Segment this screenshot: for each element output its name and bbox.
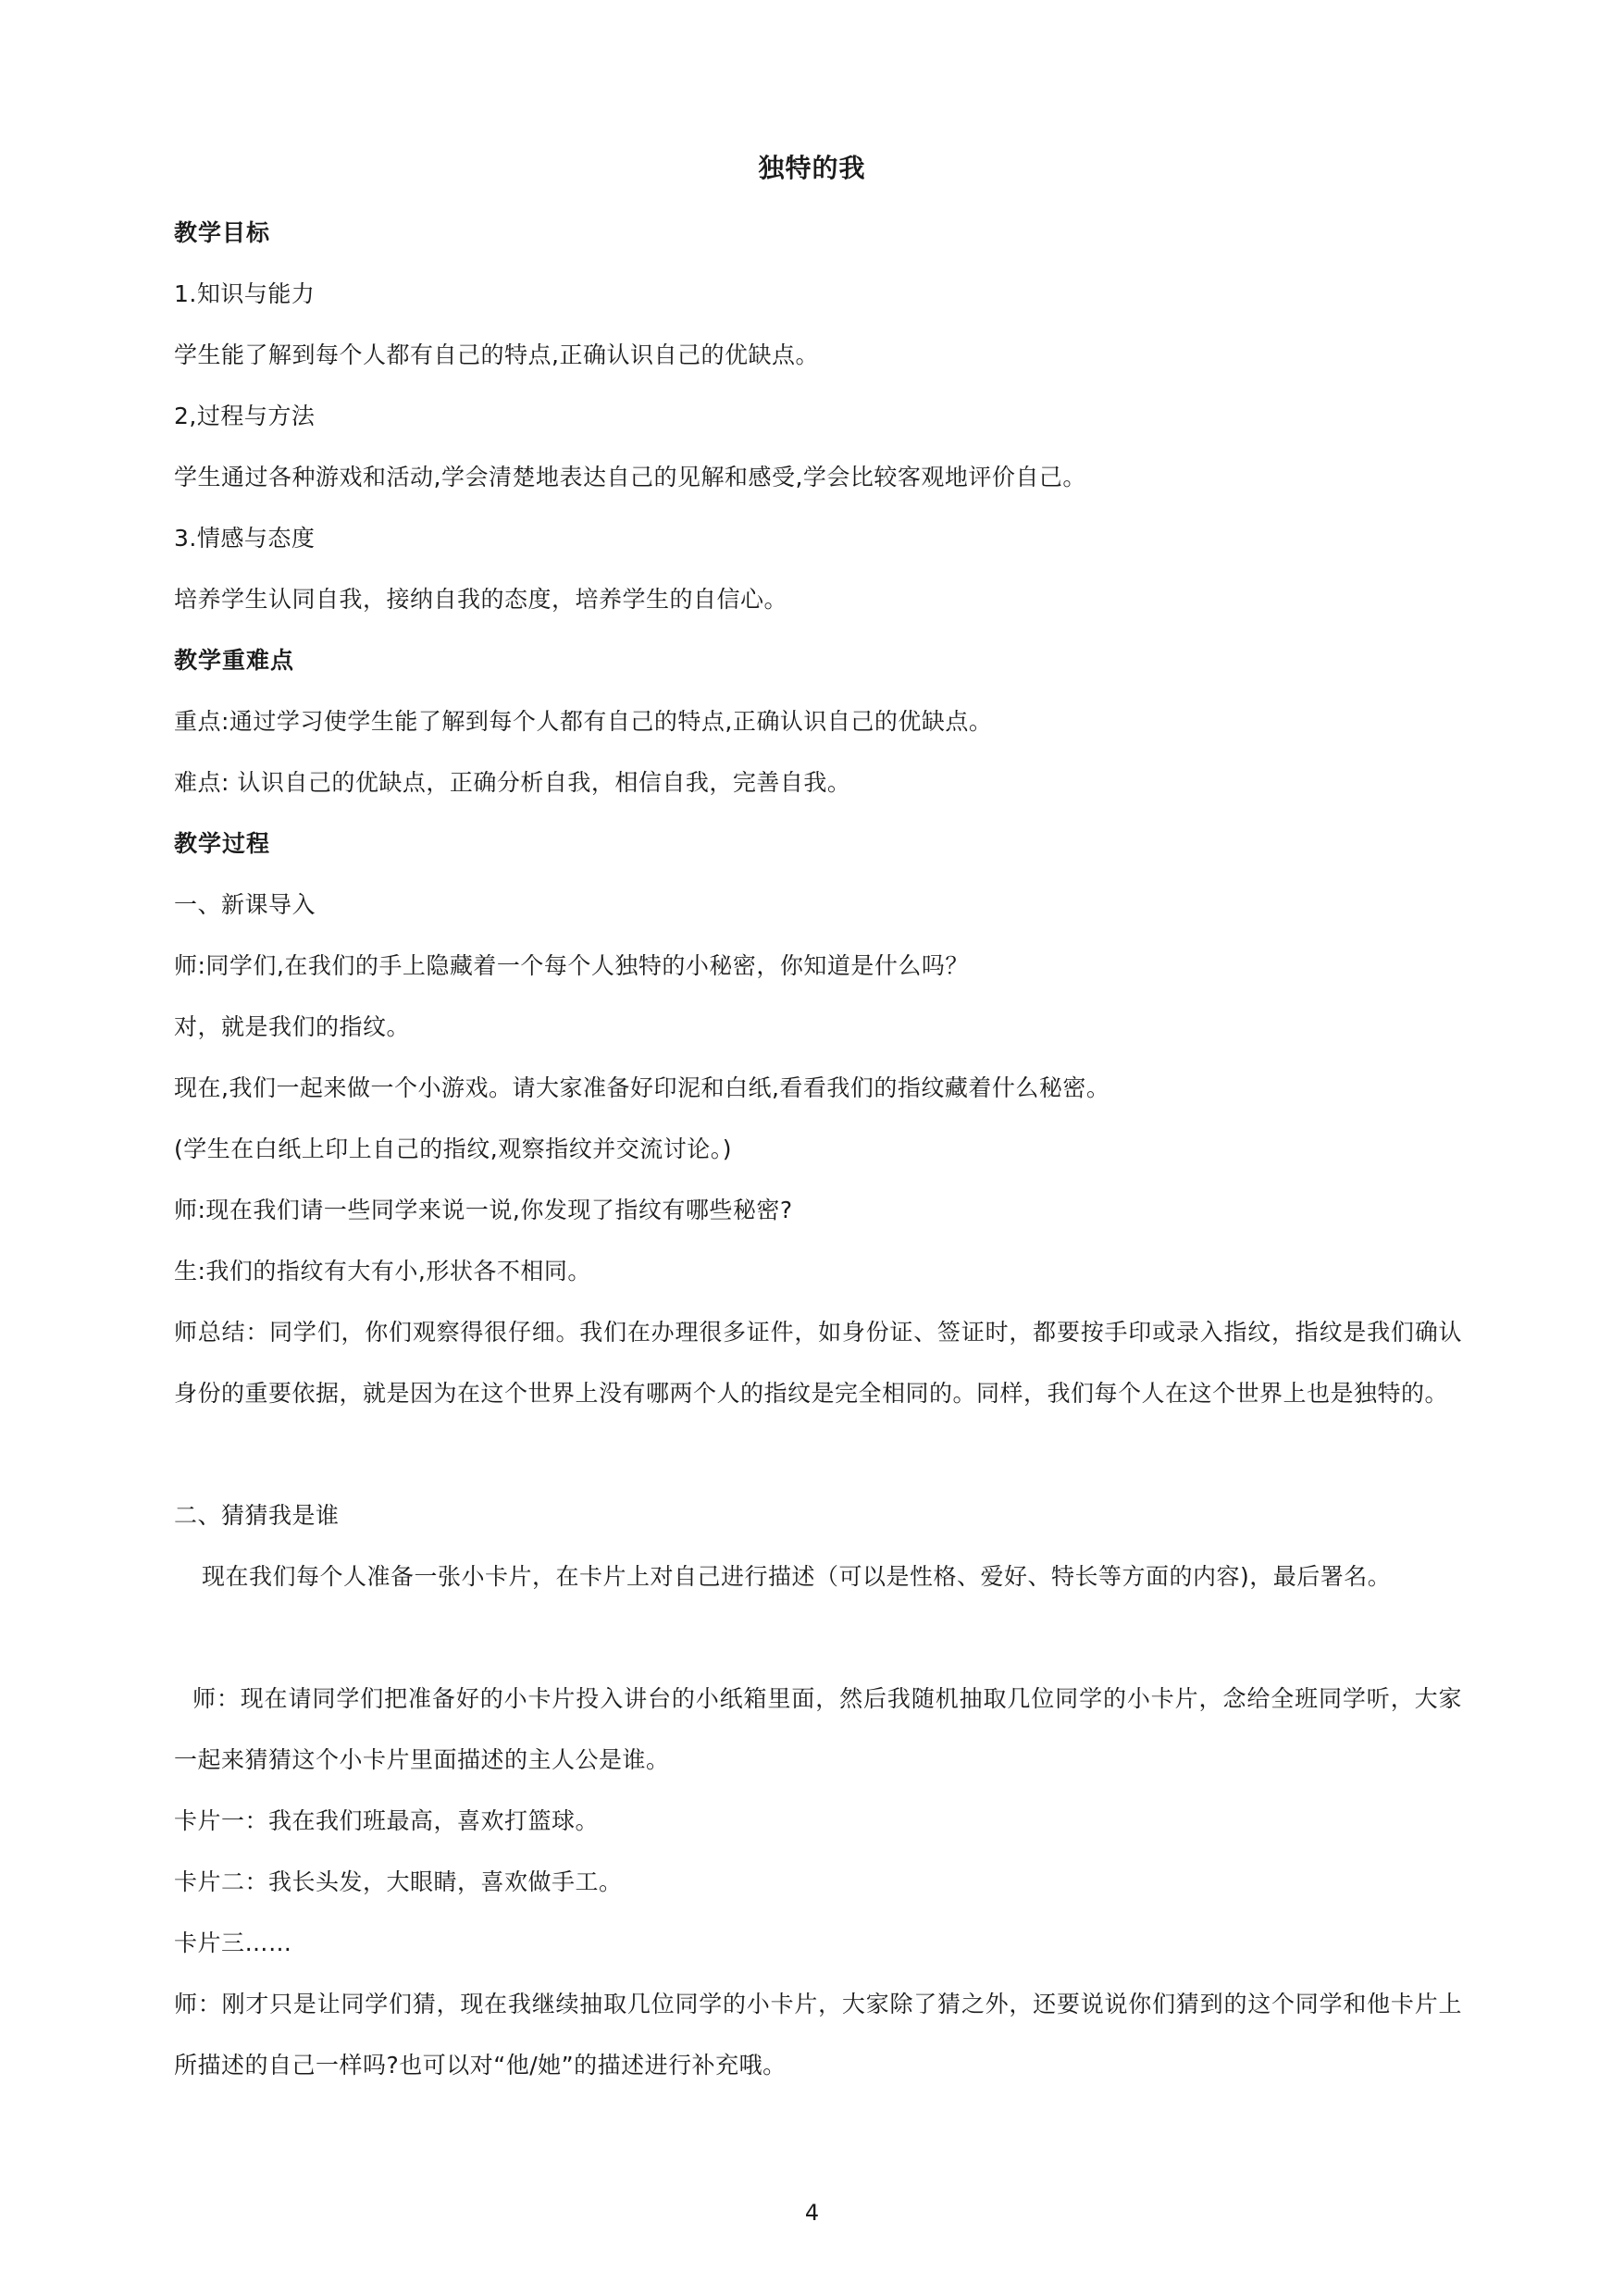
paragraph-6: 生:我们的指纹有大有小,形状各不相同。 — [174, 1258, 591, 1285]
keypoint-text: 重点:通过学习使学生能了解到每个人都有自己的特点,正确认识自己的优缺点。 — [174, 708, 993, 735]
page-number: 4 — [804, 2200, 820, 2226]
goal2-heading: 2,过程与方法 — [174, 403, 316, 429]
part1-heading: 一、新课导入 — [174, 891, 316, 918]
paragraph-5: 师:现在我们请一些同学来说一说,你发现了指纹有哪些秘密? — [174, 1197, 793, 1223]
paragraph-1: 师:同学们,在我们的手上隐藏着一个每个人独特的小秘密，你知道是什么吗？ — [174, 952, 969, 979]
goal3-text: 培养学生认同自我，接纳自我的态度，培养学生的自信心。 — [174, 586, 788, 613]
goal1-text: 学生能了解到每个人都有自己的特点,正确认识自己的优缺点。 — [174, 341, 819, 368]
keypoints-heading: 教学重难点 — [174, 647, 295, 674]
card-1: 卡片一：我在我们班最高，喜欢打篮球。 — [174, 1807, 600, 1834]
part2-heading: 二、猜猜我是谁 — [174, 1502, 340, 1529]
paragraph-9: 师：现在请同学们把准备好的小卡片投入讲台的小纸箱里面，然后我随机抽取几位同学的小卡片，念给全班同学听，大家一起来猜猜这个小卡片里面描述的主人公是谁。 — [174, 1685, 1462, 1773]
card-3: 卡片三…… — [174, 1930, 292, 1956]
process-heading: 教学过程 — [174, 830, 271, 857]
paragraph-3: 现在,我们一起来做一个小游戏。请大家准备好印泥和白纸,看看我们的指纹藏着什么秘密。 — [174, 1074, 1110, 1101]
goal3-heading: 3.情感与态度 — [174, 525, 316, 552]
document-title: 独特的我 — [758, 153, 866, 183]
goal1-heading: 1.知识与能力 — [174, 280, 316, 307]
paragraph-2: 对，就是我们的指纹。 — [174, 1013, 411, 1040]
card-2: 卡片二：我长头发，大眼睛，喜欢做手工。 — [174, 1868, 623, 1895]
paragraph-7: 师总结：同学们，你们观察得很仔细。我们在办理很多证件，如身份证、签证时，都要按手印或录入指纹，指纹是我们确认身份的重要依据，就是因为在这个世界上没有哪两个人的指纹是完全相同的。同样，我们每个人在这个世界上也是独特的。 — [174, 1319, 1462, 1407]
goal2-text: 学生通过各种游戏和活动,学会清楚地表达自己的见解和感受,学会比较客观地评价自己。 — [174, 464, 1086, 490]
difficulty-text: 难点: 认识自己的优缺点，正确分析自我，相信自我，完善自我。 — [174, 769, 851, 796]
paragraph-10: 师：刚才只是让同学们猜，现在我继续抽取几位同学的小卡片，大家除了猜之外，还要说说你们猜到的这个同学和他卡片上所描述的自己一样吗?也可以对“他/她”的描述进行补充哦。 — [174, 1991, 1462, 2079]
goals-heading: 教学目标 — [174, 219, 271, 246]
paragraph-4: (学生在白纸上印上自己的指纹,观察指纹并交流讨论。) — [174, 1136, 732, 1162]
paragraph-8: 现在我们每个人准备一张小卡片，在卡片上对自己进行描述（可以是性格、爱好、特长等方面的内容)，最后署名。 — [202, 1563, 1392, 1590]
